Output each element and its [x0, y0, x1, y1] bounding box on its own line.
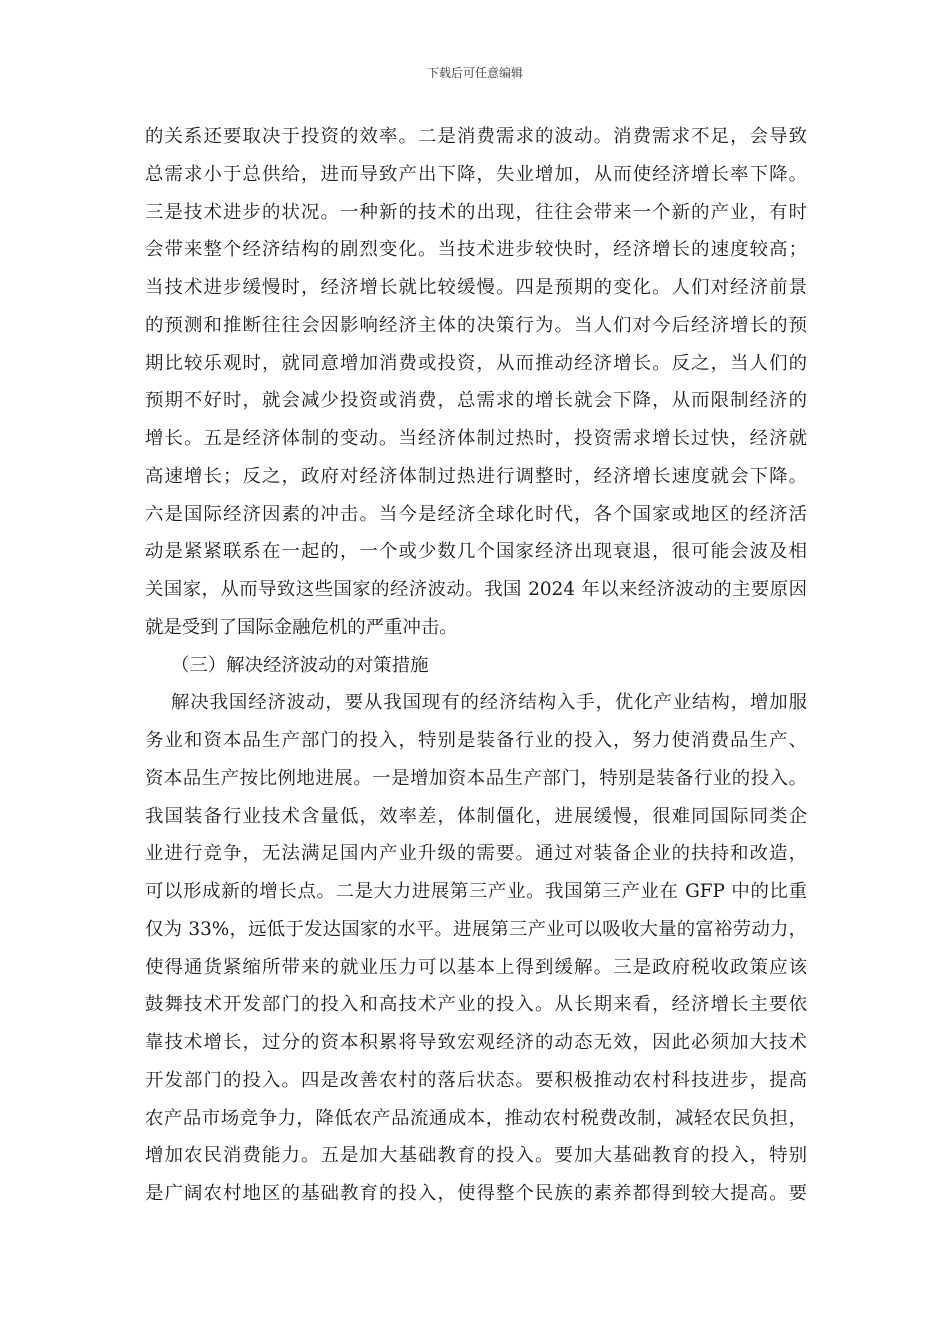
text-line: 资本品生产按比例地进展。一是增加资本品生产部门，特别是装备行业的投入。 [145, 767, 807, 789]
text-line: 解决我国经济波动，要从我国现有的经济结构入手，优化产业结构，增加服 [171, 692, 807, 714]
text-line: 的关系还要取决于投资的效率。二是消费需求的波动。消费需求不足，会导致 [145, 126, 807, 147]
text-line: 当技术进步缓慢时，经济增长就比较缓慢。四是预期的变化。人们对经济前景 [145, 277, 807, 298]
section-subheading [145, 647, 807, 685]
text-line: 仅为 33%，远低于发达国家的水平。进展第三产业可以吸收大量的富裕劳动力， [145, 918, 807, 940]
text-line: 使得通货紧缩所带来的就业压力可以基本上得到缓解。三是政府税收政策应该 [145, 956, 807, 978]
paragraph-measures [145, 684, 807, 1213]
text-line: 我国装备行业技术含量低，效率差，体制僵化，进展缓慢，很难同国际同类企 [145, 805, 807, 827]
text-line: 高速增长；反之，政府对经济体制过热进行调整时，经济增长速度就会下降。 [145, 465, 807, 487]
text-line: 靠技术增长，过分的资本积累将导致宏观经济的动态无效，因此必须加大技术 [145, 1032, 807, 1053]
text-line: 的预测和推断往往会因影响经济主体的决策行为。当人们对今后经济增长的预 [145, 314, 807, 336]
text-line: 就是受到了国际金融危机的严重冲击。 [145, 616, 458, 638]
text-line: 总需求小于总供给，进而导致产出下降，失业增加，从而使经济增长率下降。 [145, 163, 807, 185]
text-line: 鼓舞技术开发部门的投入和高技术产业的投入。从长期来看，经济增长主要依 [145, 994, 807, 1016]
text-line: 农产品市场竞争力，降低农产品流通成本，推动农村税费改制，减轻农民负担， [145, 1107, 807, 1129]
text-line: 会带来整个经济结构的剧烈变化。当技术进步较快时，经济增长的速度较高； [145, 239, 807, 261]
text-line: 六是国际经济因素的冲击。当今是经济全球化时代，各个国家或地区的经济活 [145, 503, 807, 525]
text-line: 是广阔农村地区的基础教育的投入，使得整个民族的素养都得到较大提高。要 [145, 1183, 807, 1204]
text-line: 三是技术进步的状况。一种新的技术的出现，往往会带来一个新的产业，有时 [145, 201, 807, 223]
page-header: 下载后可任意编辑 [426, 66, 523, 80]
text-line: 动是紧紧联系在一起的，一个或少数几个国家经济出现衰退，很可能会波及相 [145, 541, 807, 563]
text-line: 关国家，从而导致这些国家的经济波动。我国 2024 年以来经济波动的主要原因 [145, 579, 807, 600]
subheading-text: （三）解决经济波动的对策措施 [171, 654, 429, 676]
text-line: 可以形成新的增长点。二是大力进展第三产业。我国第三产业在 GFP 中的比重 [145, 881, 807, 902]
text-line: 预期不好时，就会减少投资或消费，总需求的增长就会下降，从而限制经济的 [145, 390, 807, 412]
text-line: 务业和资本品生产部门的投入，特别是装备行业的投入，努力使消费品生产、 [145, 730, 807, 751]
text-line: 增长。五是经济体制的变动。当经济体制过热时，投资需求增长过快，经济就 [145, 428, 807, 449]
paragraph-causes [145, 118, 807, 647]
text-line: 开发部门的投入。四是改善农村的落后状态。要积极推动农村科技进步，提高 [145, 1069, 807, 1091]
text-line: 增加农民消费能力。五是加大基础教育的投入。要加大基础教育的投入，特别 [145, 1145, 807, 1167]
document-body [145, 118, 807, 1213]
text-line: 业进行竞争，无法满足国内产业升级的需要。通过对装备企业的扶持和改造， [145, 843, 807, 865]
text-line: 期比较乐观时，就同意增加消费或投资，从而推动经济增长。反之，当人们的 [145, 352, 807, 374]
